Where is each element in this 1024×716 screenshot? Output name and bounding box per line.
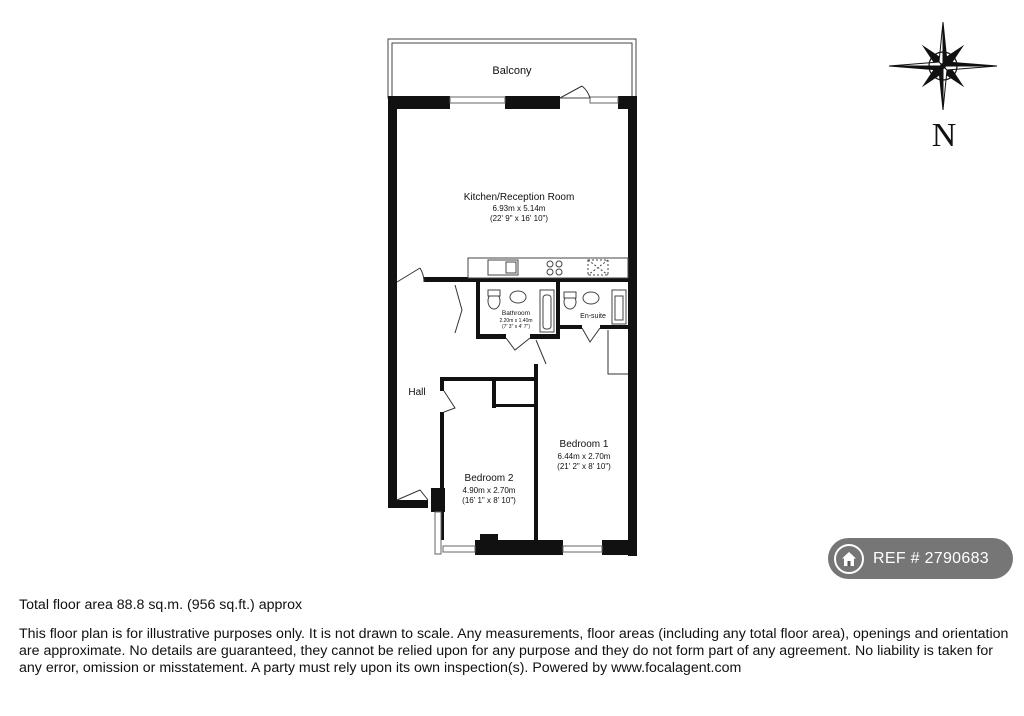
bedroom1-label: Bedroom 1 — [559, 439, 609, 450]
bedroom2-dim-m: 4.90m x 2.70m — [462, 486, 516, 495]
kitchen-dim-m: 6.93m x 5.14m — [492, 204, 546, 213]
total-floor-area: Total floor area 88.8 sq.m. (956 sq.ft.) approx — [19, 597, 303, 613]
kitchen-counter — [468, 258, 628, 278]
reference-label: REF # 2790683 — [873, 549, 989, 567]
home-icon — [834, 544, 864, 574]
bedroom1-dim-m: 6.44m x 2.70m — [557, 452, 611, 461]
balcony-label: Balcony — [492, 65, 532, 77]
bedroom2-dim-ft: (16' 1" x 8' 10") — [462, 496, 516, 505]
bathroom-dim-ft: (7' 3" x 4' 7") — [502, 324, 530, 330]
ensuite-label: En-suite — [580, 313, 606, 320]
reference-badge — [828, 538, 1013, 579]
compass-rose-icon — [885, 10, 1005, 155]
bathroom-label: Bathroom — [501, 310, 531, 317]
bathroom-dim-m: 2.20m x 1.40m — [499, 318, 533, 324]
room-labels — [408, 65, 611, 505]
hall-label: Hall — [408, 387, 426, 398]
footer — [19, 597, 1014, 677]
bedroom1-dim-ft: (21' 2" x 8' 10") — [557, 462, 611, 471]
bedroom2-label: Bedroom 2 — [464, 473, 514, 484]
compass-letter: N — [931, 117, 957, 154]
disclaimer: This floor plan is for illustrative purposes only. It is not drawn to scale. Any measurements, floor areas (including any total floor area), openings and orientation are approximate. No details are guaranteed, they cannot be relied upon for any purpose and they do not form part of any agreement. No liability is taken for any error, omission or misstatement. A party must rely upon its own inspection(s). Powered by www.focalagent.com — [19, 626, 1009, 676]
kitchen-dim-ft: (22' 9" x 16' 10") — [489, 214, 549, 223]
kitchen-label: Kitchen/Reception Room — [463, 192, 575, 203]
